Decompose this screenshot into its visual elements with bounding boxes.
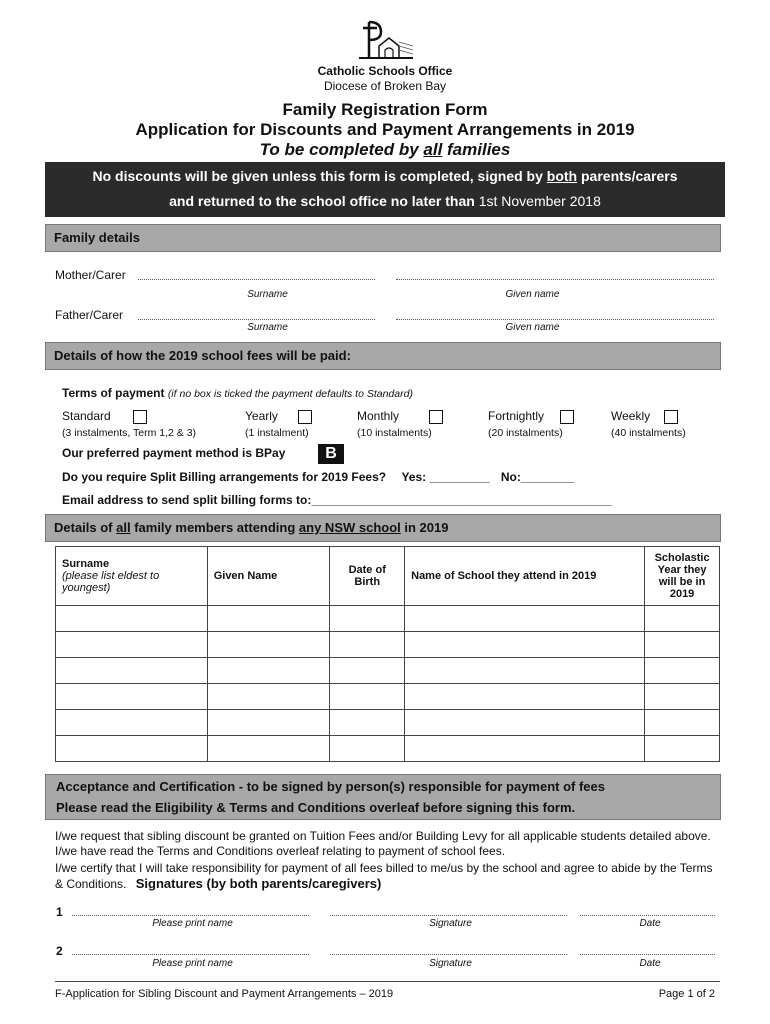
cell[interactable] xyxy=(56,606,208,632)
monthly-sub: (10 instalments) xyxy=(357,427,432,439)
option-monthly xyxy=(357,409,443,424)
standard-checkbox[interactable] xyxy=(133,410,147,424)
members-h-mid: family members attending xyxy=(130,520,299,535)
cell[interactable] xyxy=(645,710,720,736)
option-weekly xyxy=(611,409,678,424)
footer-rule xyxy=(55,981,720,982)
email-field[interactable]: Email address to send split billing forms to:_____________________________________________ xyxy=(62,493,612,507)
notice-banner xyxy=(45,162,725,217)
cell[interactable] xyxy=(56,632,208,658)
form-title: Family Registration Form xyxy=(282,100,488,119)
bpay-logo-letter: B xyxy=(325,445,337,462)
table-row xyxy=(56,658,720,684)
members-header-row xyxy=(56,547,720,606)
sig-number-2: 2 xyxy=(56,944,63,958)
split-no-field[interactable]: No:________ xyxy=(500,470,575,484)
cell[interactable] xyxy=(405,606,645,632)
cell[interactable] xyxy=(645,736,720,762)
option-standard xyxy=(62,409,147,424)
col-given: Given Name xyxy=(207,547,330,606)
split-billing-question xyxy=(62,470,574,484)
diocese-name: Diocese of Broken Bay xyxy=(323,79,447,93)
table-row xyxy=(56,606,720,632)
cell[interactable] xyxy=(405,684,645,710)
instruction-emph: all xyxy=(423,140,443,159)
father-label: Father/Carer xyxy=(55,308,124,322)
col-year: Scholastic Year they will be in 2019 xyxy=(645,547,720,606)
cell[interactable] xyxy=(405,710,645,736)
notice-line1 xyxy=(45,168,725,184)
cell[interactable] xyxy=(330,736,405,762)
acceptance-line2: Please read the Eligibility & Terms and Conditions overleaf before signing this form. xyxy=(56,800,576,815)
father-surname-field[interactable] xyxy=(138,319,375,320)
col-surname-note: (please list eldest to youngest) xyxy=(62,570,160,594)
cell[interactable] xyxy=(330,684,405,710)
cell[interactable] xyxy=(56,658,208,684)
yearly-label: Yearly xyxy=(245,409,278,423)
table-row xyxy=(56,632,720,658)
acceptance-para2 xyxy=(55,861,720,892)
cell[interactable] xyxy=(330,632,405,658)
instruction-post: families xyxy=(442,140,511,159)
acceptance-para1: I/we request that sibling discount be granted on Tuition Fees and/or Building Levy for all applicable students detailed above. I/we have read the Terms and Conditions overleaf relating to payment of school fees. xyxy=(55,829,711,858)
notice-line2 xyxy=(45,193,725,209)
cell[interactable] xyxy=(405,632,645,658)
para2-text: I/we certify that I will take responsibility for payment of all fees billed to me/us by the school and agree to abide by the Terms & Conditions. xyxy=(55,861,713,891)
date-caption-2: Date xyxy=(639,958,661,969)
footer-left: F-Application for Sibling Discount and Payment Arrangements – 2019 xyxy=(55,988,394,1000)
table-row xyxy=(56,710,720,736)
notice-line1-pre: No discounts will be given unless this form is completed, signed by xyxy=(92,168,547,184)
split-q-text: Do you require Split Billing arrangements for 2019 Fees? xyxy=(62,470,387,484)
standard-sub: (3 instalments, Term 1,2 & 3) xyxy=(62,427,197,439)
cell[interactable] xyxy=(56,710,208,736)
members-h-all: all xyxy=(116,520,131,535)
members-h-nsw: any NSW school xyxy=(298,520,401,535)
table-row xyxy=(56,684,720,710)
col-surname xyxy=(56,547,208,606)
signatures-heading: Signatures (by both parents/caregivers) xyxy=(135,876,382,891)
mother-given-field[interactable] xyxy=(396,279,714,280)
table-row xyxy=(56,736,720,762)
yearly-checkbox[interactable] xyxy=(298,410,312,424)
fortnightly-checkbox[interactable] xyxy=(560,410,574,424)
acceptance-heading xyxy=(45,774,721,820)
col-dob: Date of Birth xyxy=(330,547,405,606)
sig-caption-2: Signature xyxy=(429,958,472,969)
print-caption-2: Please print name xyxy=(152,958,233,969)
form-subtitle: Application for Discounts and Payment Arrangements in 2019 xyxy=(135,120,635,139)
form-instruction xyxy=(0,140,770,160)
col-surname-title: Surname xyxy=(62,558,110,570)
cell[interactable] xyxy=(405,736,645,762)
option-fortnightly xyxy=(488,409,574,424)
fees-heading: Details of how the 2019 school fees will be paid: xyxy=(45,342,721,370)
standard-label: Standard xyxy=(62,409,111,423)
mother-surname-caption: Surname xyxy=(247,289,288,300)
cell[interactable] xyxy=(330,606,405,632)
cell[interactable] xyxy=(207,632,330,658)
mother-label: Mother/Carer xyxy=(55,268,126,282)
notice-date: 1st November 2018 xyxy=(478,193,601,209)
date-caption-1: Date xyxy=(639,918,661,929)
footer-page: Page 1 of 2 xyxy=(658,988,715,1000)
terms-label: Terms of payment xyxy=(62,386,165,400)
members-heading xyxy=(45,514,721,542)
weekly-label: Weekly xyxy=(611,409,651,423)
print-caption-1: Please print name xyxy=(152,918,233,929)
notice-line2-pre: and returned to the school office no later than xyxy=(169,193,479,209)
diocese-logo xyxy=(355,18,417,62)
weekly-checkbox[interactable] xyxy=(664,410,678,424)
members-h-post: in 2019 xyxy=(400,520,449,535)
cell[interactable] xyxy=(56,684,208,710)
weekly-sub: (40 instalments) xyxy=(611,427,686,439)
date-field-2[interactable] xyxy=(580,954,715,955)
cell[interactable] xyxy=(645,632,720,658)
date-field-1[interactable] xyxy=(580,915,715,916)
fortnightly-sub: (20 instalments) xyxy=(488,427,563,439)
signature-field-1[interactable] xyxy=(330,915,567,916)
cell[interactable] xyxy=(207,658,330,684)
sig-number-1: 1 xyxy=(56,905,63,919)
print-name-field-2[interactable] xyxy=(72,954,309,955)
cell[interactable] xyxy=(330,710,405,736)
cell[interactable] xyxy=(56,736,208,762)
cell[interactable] xyxy=(645,684,720,710)
notice-line1-post: parents/carers xyxy=(577,168,678,184)
yearly-sub: (1 instalment) xyxy=(245,427,309,439)
acceptance-line1: Acceptance and Certification - to be signed by person(s) responsible for payment of fees xyxy=(56,779,605,794)
sig-caption-1: Signature xyxy=(429,918,472,929)
mother-given-caption: Given name xyxy=(505,289,560,300)
father-given-field[interactable] xyxy=(396,319,714,320)
cell[interactable] xyxy=(207,710,330,736)
fortnightly-label: Fortnightly xyxy=(488,409,545,423)
cell[interactable] xyxy=(405,658,645,684)
instruction-pre: To be completed by xyxy=(259,140,424,159)
bpay-logo xyxy=(318,444,344,464)
cell[interactable] xyxy=(207,736,330,762)
option-yearly xyxy=(245,409,312,424)
signature-field-2[interactable] xyxy=(330,954,567,955)
members-table xyxy=(55,546,720,762)
notice-both: both xyxy=(546,168,578,184)
cell[interactable] xyxy=(207,606,330,632)
col-school: Name of School they attend in 2019 xyxy=(405,547,645,606)
members-h-pre: Details of xyxy=(54,520,117,535)
cell[interactable] xyxy=(645,658,720,684)
bpay-preference: Our preferred payment method is BPay xyxy=(62,446,286,460)
cell[interactable] xyxy=(645,606,720,632)
print-name-field-1[interactable] xyxy=(72,915,309,916)
monthly-label: Monthly xyxy=(357,409,400,423)
org-name: Catholic Schools Office xyxy=(317,64,453,78)
cell[interactable] xyxy=(330,658,405,684)
terms-of-payment xyxy=(62,386,413,400)
father-surname-caption: Surname xyxy=(247,322,288,333)
split-yes-field[interactable]: Yes: _________ xyxy=(401,470,490,484)
father-given-caption: Given name xyxy=(505,322,560,333)
cell[interactable] xyxy=(207,684,330,710)
family-details-heading: Family details xyxy=(45,224,721,252)
mother-surname-field[interactable] xyxy=(138,279,375,280)
monthly-checkbox[interactable] xyxy=(429,410,443,424)
terms-note: (if no box is ticked the payment defaults to Standard) xyxy=(167,388,413,400)
